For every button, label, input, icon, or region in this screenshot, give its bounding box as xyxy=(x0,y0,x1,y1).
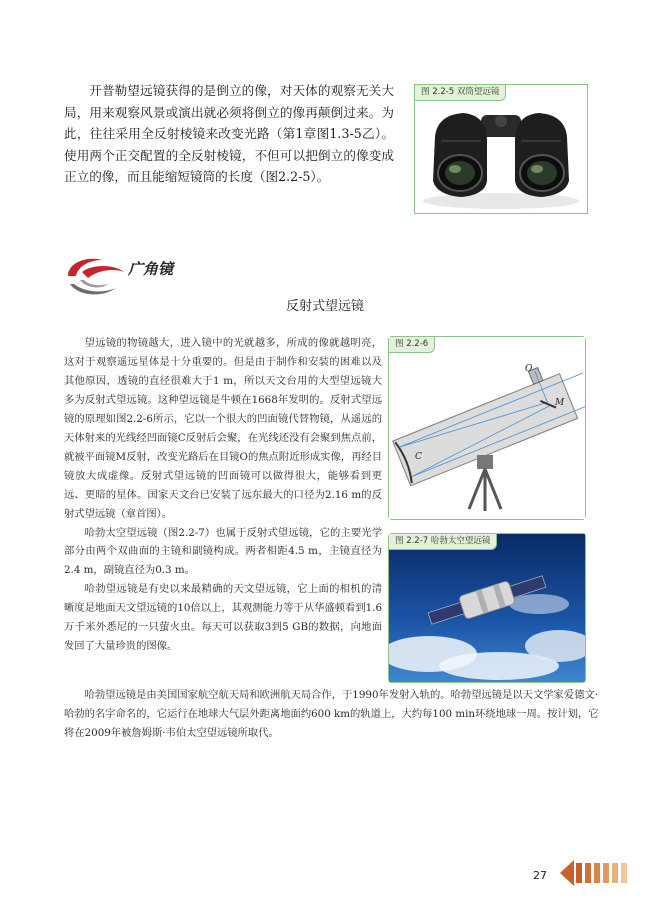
article-final xyxy=(64,686,604,743)
intro-text xyxy=(64,80,394,188)
binoculars-image xyxy=(415,85,587,213)
page-number: 27 xyxy=(533,869,547,882)
body-paragraph-1: 望远镜的物镜越大，进入镜中的光就越多，所成的像就越明亮，这对于观察遥远星体是十分重要的。但是由于制作和安装的困难以及其他原因，透镜的直径很难大于1 m，所以天文台用的大型望远镜大多为反射式望远镜。这种望远镜是牛顿在1668年发明的。反射式望远镜的原理如图2.2-6所示，它以一个很大的凹面镜代替物镜，从遥远的天体射来的光线经凹面镜C反射后会聚，在光线还没有会聚到焦点前，就被平面镜M反射，改变光路后在目镜O的焦点附近形成实像，再经目镜放大成虚像。反射式望远镜的凹面镜可以做得很大，能够看到更远、更暗的星体。国家天文台已安装了远东最大的口径为2.16 m的反射式望远镜（章首图）。 xyxy=(64,337,382,520)
label-flat-mirror-m: M xyxy=(555,398,565,408)
figure-binoculars xyxy=(414,84,588,214)
label-concave-mirror-c: C xyxy=(415,452,422,462)
article-body xyxy=(64,334,382,656)
body-paragraph-4: 哈勃望远镜是由美国国家航空航天局和欧洲航天局合作，于1990年发射入轨的。哈勃望远镜是以天文学家爱德文·哈勃的名字命名的，它运行在地球大气层外距离地面约600 km的轨道上，大约每100 min环绕地球一周。按计划，它将在2009年被詹姆斯·韦伯太空望远镜所取代。 xyxy=(64,689,599,739)
hubble-photo xyxy=(389,534,585,682)
section-title: 广角镜 xyxy=(128,260,174,278)
figure-hubble xyxy=(388,533,586,683)
article-title: 反射式望远镜 xyxy=(286,299,365,314)
page-nav-arrow-icon[interactable] xyxy=(560,858,634,888)
figure-hubble-caption: 图 2.2-7 哈勃太空望远镜 xyxy=(389,534,497,550)
figure-diagram-caption: 图 2.2-6 xyxy=(389,337,435,353)
wide-angle-logo-icon xyxy=(62,254,130,300)
body-paragraph-3: 哈勃望远镜是有史以来最精确的天文望远镜，它上面的相机的清晰度是地面天文望远镜的10倍以上，其观测能力等于从华盛顿看到1.6万千米外悉尼的一只萤火虫。每天可以获取3到5 GB的数据，向地面发回了大量珍贵的图像。 xyxy=(64,583,382,653)
body-paragraph-2: 哈勃太空望远镜（图2.2-7）也属于反射式望远镜，它的主要光学部分由两个双曲面的主镜和副镜构成。两者相距4.5 m，主镜直径为2.4 m，副镜直径为0.3 m。 xyxy=(64,526,382,577)
label-eyepiece-o: O xyxy=(525,364,533,374)
intro-paragraph: 开普勒望远镜获得的是倒立的像，对天体的观察无关大局，用来观察风景或演出就必须将倒立的像再颠倒过来。为此，往往采用全反射棱镜来改变光路（第1章图1.3-5乙）。使用两个正交配置的全反射棱镜，不但可以把倒立的像变成正立的像，而且能缩短镜筒的长度（图2.2-5）。 xyxy=(64,83,394,184)
figure-telescope-diagram xyxy=(388,336,586,520)
reflecting-telescope-diagram xyxy=(389,337,585,519)
figure-binoculars-caption: 图 2.2-5 双筒望远镜 xyxy=(415,85,506,101)
